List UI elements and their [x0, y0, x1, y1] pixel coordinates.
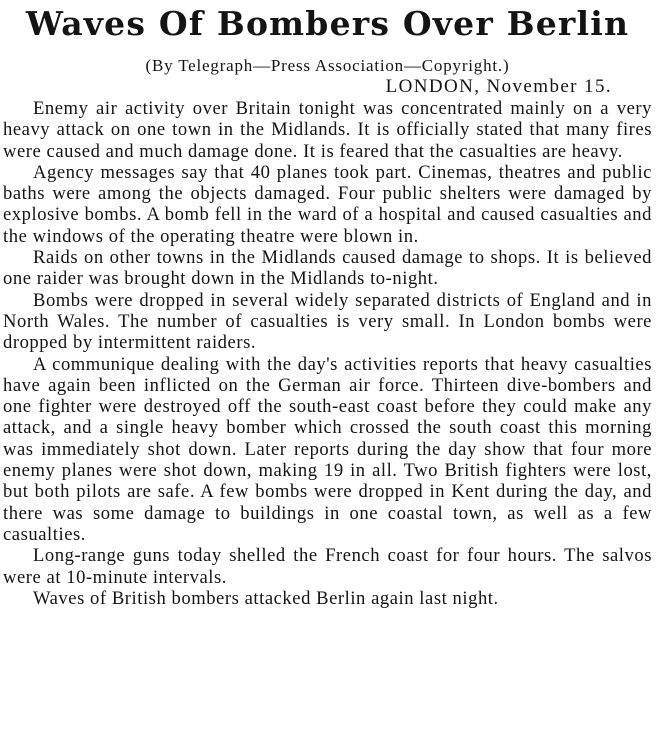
paragraph-enemy-activity: Enemy air activity over Britain tonight was concentrated mainly on a very heavy attack on one town in the Midlands. It is officially stated that many fires were caused and much damage done. It is feared that the casualties are heavy. — [3, 98, 652, 162]
article-body — [3, 98, 652, 609]
paragraph-berlin-raid: Waves of British bombers attacked Berlin again last night. — [33, 587, 499, 609]
paragraph-communique: A communique dealing with the day's activities reports that heavy casualties have again been inflicted on the German air force. Thirteen dive-bombers and one fighter were destroyed off the south-east coast before they could make any attack, and a single heavy bomber which crossed the south coast this morning was immediately shot down. Later reports during the day show that four more enemy planes were shot down, making 19 in all. Two British fighters were lost, but both pilots are safe. A few bombs were dropped in Kent during the day, and there was some damage to buildings in one coastal town, as well as a few casualties. — [3, 353, 652, 545]
paragraph-scattered-bombs: Bombs were dropped in several widely separated districts of England and in North Wales. The number of casualties is very small. In London bombs were dropped by intermittent raiders. — [3, 289, 652, 354]
dateline: LONDON, November 15. — [385, 76, 612, 97]
headline: Waves Of Bombers Over Berlin — [25, 4, 630, 43]
wire-credit: (By Telegraph—Press Association—Copyright.) — [145, 56, 510, 75]
paragraph-midlands-raids: Raids on other towns in the Midlands caused damage to shops. It is believed one raider was brought down in the Midlands to-night. — [3, 247, 652, 290]
paragraph-agency-messages: Agency messages say that 40 planes took part. Cinemas, theatres and public baths were among the objects damaged. Four public shelters were damaged by explosive bombs. A bomb fell in the ward of a hospital and caused casualties and the windows of the operating theatre were blown in. — [3, 161, 652, 247]
paragraph-long-range-guns: Long-range guns today shelled the French coast for four hours. The salvos were at 10-minute intervals. — [3, 545, 652, 588]
